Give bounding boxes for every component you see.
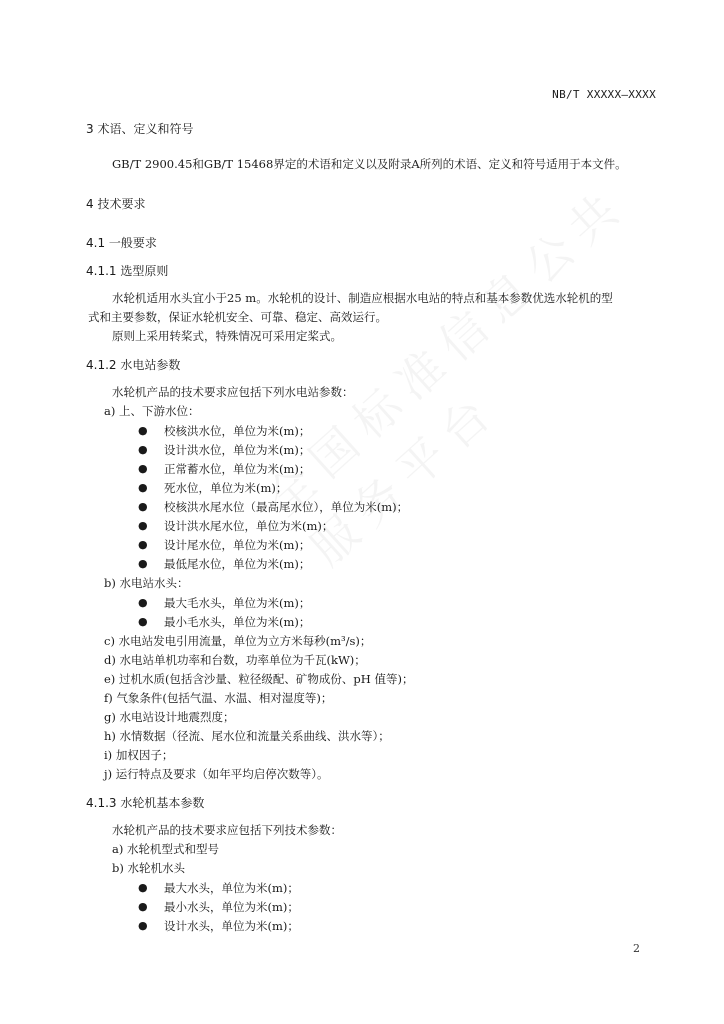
- list-item: 最小毛水头，单位为米(m)；: [164, 615, 311, 629]
- bullet-icon: ●: [138, 443, 148, 456]
- section-4-1-1-para2: 原则上采用转桨式，特殊情况可采用定桨式。: [112, 329, 342, 343]
- bullet-icon: ●: [138, 481, 148, 494]
- list-a-label: a) 水轮机型式和型号: [112, 842, 219, 856]
- list-item: 最大毛水头，单位为米(m)；: [164, 596, 311, 610]
- bullet-icon: ●: [138, 596, 148, 609]
- section-4-1-1-para1-line2: 式和主要参数，保证水轮机安全、可靠、稳定、高效运行。: [88, 310, 387, 324]
- bullet-icon: ●: [138, 462, 148, 475]
- section-3-heading: 3 术语、定义和符号: [86, 122, 194, 136]
- bullet-icon: ●: [138, 519, 148, 532]
- list-item: f) 气象条件(包括气温、水温、相对湿度等)；: [104, 691, 333, 705]
- bullet-icon: ●: [138, 919, 148, 932]
- list-item: j) 运行特点及要求（如年平均启停次数等）。: [104, 767, 329, 781]
- list-item: 最低尾水位，单位为米(m)；: [164, 557, 311, 571]
- bullet-icon: ●: [138, 424, 148, 437]
- list-item: 校核洪水位，单位为米(m)；: [164, 424, 311, 438]
- list-item: 设计尾水位，单位为米(m)；: [164, 538, 311, 552]
- section-4-1-2-heading: 4.1.2 水电站参数: [86, 358, 181, 372]
- list-item: 死水位，单位为米(m)；: [164, 481, 288, 495]
- section-3-paragraph: GB/T 2900.45和GB/T 15468界定的术语和定义以及附录A所列的术语、定义和符号适用于本文件。: [112, 157, 627, 171]
- bullet-icon: ●: [138, 538, 148, 551]
- list-item: h) 水情数据（径流、尾水位和流量关系曲线、洪水等）；: [104, 729, 390, 743]
- list-item: g) 水电站设计地震烈度；: [104, 710, 235, 724]
- list-item: 设计洪水尾水位，单位为米(m)；: [164, 519, 334, 533]
- doc-code-header: NB/T XXXXX—XXXX: [552, 88, 656, 101]
- list-item: i) 加权因子；: [104, 748, 174, 762]
- watermark: [250, 163, 691, 578]
- section-4-1-3-intro: 水轮机产品的技术要求应包括下列技术参数：: [112, 823, 342, 837]
- section-4-1-1-para1-line1: 水轮机适用水头宜小于25 m。水轮机的设计、制造应根据水电站的特点和基本参数优选水轮机的型: [112, 291, 613, 305]
- section-4-1-3-heading: 4.1.3 水轮机基本参数: [86, 796, 205, 810]
- list-item: e) 过机水质(包括含沙量、粒径级配、矿物成份、pH 值等)；: [104, 672, 414, 686]
- bullet-icon: ●: [138, 557, 148, 570]
- section-4-1-heading: 4.1 一般要求: [86, 236, 157, 250]
- list-item: 校核洪水尾水位（最高尾水位），单位为米(m)；: [164, 500, 409, 514]
- list-item: d) 水电站单机功率和台数，功率单位为千瓦(kW)；: [104, 653, 366, 667]
- section-4-heading: 4 技术要求: [86, 197, 146, 211]
- bullet-icon: ●: [138, 881, 148, 894]
- page-number: 2: [633, 942, 640, 955]
- list-b-label: b) 水轮机水头: [112, 861, 186, 875]
- list-item: c) 水电站发电引用流量，单位为立方米每秒(m³/s)；: [104, 634, 372, 648]
- list-item: 正常蓄水位，单位为米(m)；: [164, 462, 311, 476]
- bullet-icon: ●: [138, 900, 148, 913]
- list-a-label: a) 上、下游水位：: [104, 404, 200, 418]
- bullet-icon: ●: [138, 500, 148, 513]
- section-4-1-1-heading: 4.1.1 选型原则: [86, 264, 169, 278]
- section-4-1-2-intro: 水轮机产品的技术要求应包括下列水电站参数：: [112, 385, 354, 399]
- list-item: 最大水头，单位为米(m)；: [164, 881, 299, 895]
- list-item: 设计洪水位，单位为米(m)；: [164, 443, 311, 457]
- list-item: 设计水头，单位为米(m)；: [164, 919, 299, 933]
- list-item: 最小水头，单位为米(m)；: [164, 900, 299, 914]
- bullet-icon: ●: [138, 615, 148, 628]
- list-b-label: b) 水电站水头：: [104, 576, 189, 590]
